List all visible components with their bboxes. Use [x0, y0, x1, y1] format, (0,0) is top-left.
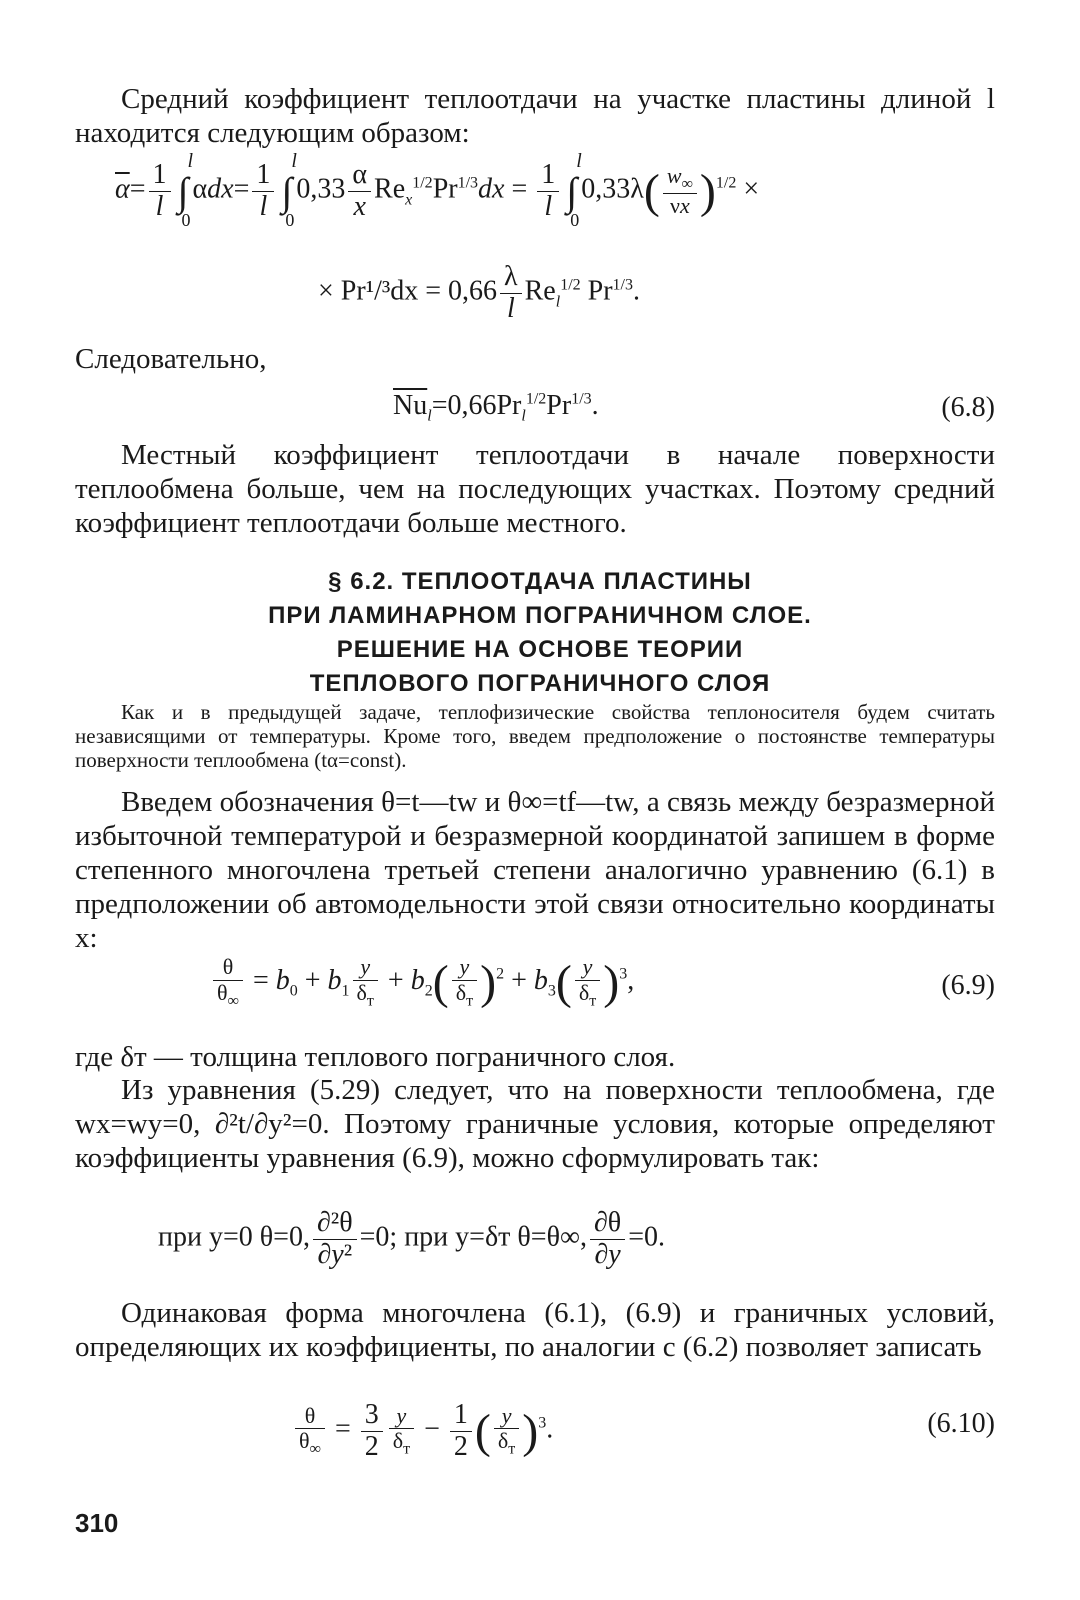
bc-part-1: при y=0 θ=0,: [158, 1221, 310, 1253]
formula-6-10: $\frac{\theta}{\theta_\infty}$ = $\frac{3}{2}$ $\frac{y}{\delta_т}$ − $\frac{1}{2}$ ( $\frac{y}{\delta_т}$ )$^3$.: [292, 1400, 553, 1463]
heading-line-3: РЕШЕНИЕ НА ОСНОВЕ ТЕОРИИ: [336, 636, 744, 663]
paragraph-notation: Введем обозначения θ=t—tw и θ∞=tf—tw, а связь между безразмерной избыточной температурой и безразмерной координатой запишем в форме степенного многочлена третьей степени аналогично уравнению (6.1) в предположении об автомодельности этой связи относительно координаты x:: [75, 786, 995, 954]
bc-part-2: =0; при y=δт θ=θ∞,: [359, 1221, 587, 1253]
formula-boundary-conditions: при y=0 θ=0, $\frac{\text{∂²θ}}{\text{∂y²}}$ =0; при y=δт θ=θ∞, $\frac{\partial\theta}{\partial y}$ =0.: [158, 1207, 666, 1270]
paragraph-hence: Следовательно,: [75, 343, 267, 375]
paragraph-boundary-conditions: Из уравнения (5.29) следует, что на поверхности теплообмена, где wx=wy=0, ∂²t/∂y²=0. Поэтому граничные условия, которые определяют коэффициенты уравнения (6.9), можно сформулировать так:: [75, 1074, 995, 1174]
paragraph-average-coefficient: Средний коэффициент теплоотдачи на участке пластины длиной l находится следующим образом:: [75, 83, 995, 149]
formula-coef-b: 0,33λ: [581, 173, 644, 205]
paragraph-local-coefficient: Местный коэффициент теплоотдачи в начале поверхности теплообмена больше, чем на последующих участках. Поэтому средний коэффициент теплоотдачи больше местного.: [75, 439, 995, 539]
paragraph-same-form: Одинаковая форма многочлена (6.1), (6.9) и граничных условий, определяющих их коэффициенты, по аналогии с (6.2) позволяет записать: [75, 1297, 995, 1363]
nusselt-symbol: $\overline{Nu}$: [393, 390, 428, 421]
nusselt-rhs: =0,66Pr: [431, 390, 522, 421]
paragraph-intro-small: Как и в предыдущей задаче, теплофизические свойства теплоносителя будем считать независящими от температуры. Кроме того, введем предположение о постоянстве температуры поверхности теплообмена (tα=const).: [75, 700, 995, 772]
paragraph-delta-definition: где δт — толщина теплового пограничного слоя.: [75, 1041, 676, 1073]
formula-line2-text: × Pr¹/³dx = 0,66: [318, 275, 498, 307]
formula-line2-re: Re: [524, 275, 556, 307]
formula-6-9: $\frac{\theta}{\theta_\infty}$ = $b_0 + b_1$ $\frac{y}{\delta_т}$ + $b_2$( $\frac{y}{\delta_т}$ )$^2 + b_3$( $\frac{y}{\delta_т}$ )$^3$,: [210, 955, 634, 1010]
heading-line-2: ПРИ ЛАМИНАРНОМ ПОГРАНИЧНОМ СЛОЕ.: [268, 602, 812, 629]
formula-average-alpha-result: × Pr¹/³dx = 0,66 $\frac{\lambda}{l}$ $Re_l^{1/2}$ $Pr^{1/3}$.: [318, 261, 640, 324]
page-number: 310: [75, 1508, 119, 1538]
bc-part-3: =0.: [628, 1221, 666, 1253]
heading-line-1: § 6.2. ТЕПЛООТДАЧА ПЛАСТИНЫ: [328, 568, 752, 595]
equation-number-6-9: (6.9): [941, 970, 995, 1001]
equation-number-6-10: (6.10): [927, 1408, 995, 1439]
formula-coef-a: 0,33: [296, 173, 346, 205]
equation-number-6-8: (6.8): [941, 392, 995, 423]
heading-line-4: ТЕПЛОВОГО ПОГРАНИЧНОГО СЛОЯ: [309, 670, 771, 697]
formula-average-alpha: $\overline{\alpha}=$ $\frac{1}{l}$ ∫ l 0 αdx= $\frac{1}{l}$ ∫ l 0 0,33 $\frac{\alpha}{x}$ $Re_x^{1/2}Pr^{1/3}dx$ = $\frac{1}{l}$ ∫ l 0 0,33λ( $\frac{w_\infty}{\nu x}$ )$^{1/2}$ ×: [115, 149, 760, 230]
formula-nusselt: $\overline{Nu}_l=0,66Pr_l^{1/2}Pr^{1/3}$.: [393, 390, 599, 425]
